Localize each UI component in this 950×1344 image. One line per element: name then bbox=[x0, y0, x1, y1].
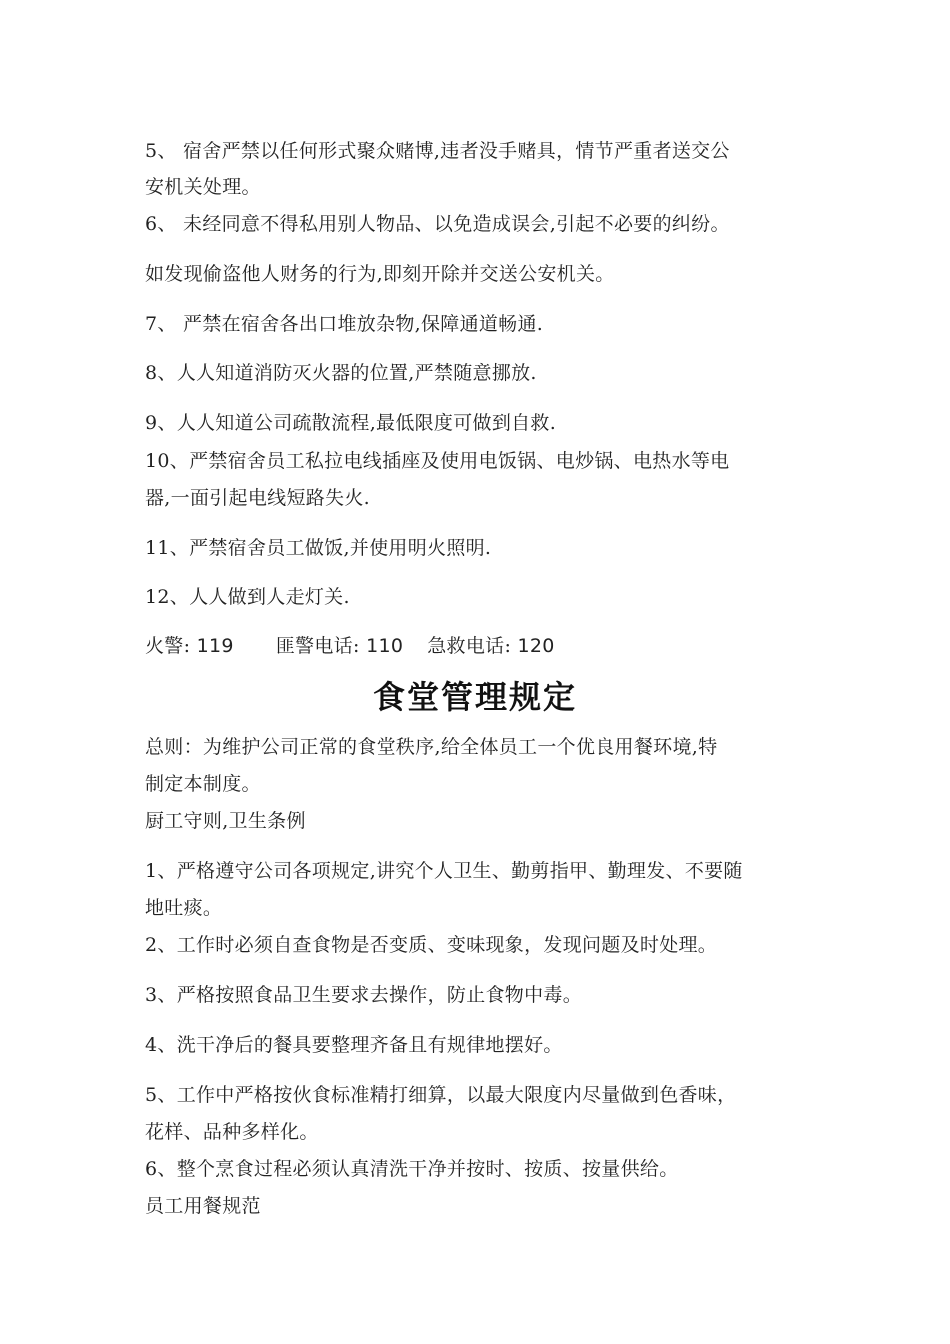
dorm-rule-12: 12、人人做到人走灯关. bbox=[145, 586, 350, 608]
canteen-rule-5-line-1: 5、工作中严格按伙食标准精打细算，以最大限度内尽量做到色香味， bbox=[145, 1084, 737, 1106]
canteen-rule-6: 6、整个烹食过程必须认真清洗干净并按时、按质、按量供给。 bbox=[145, 1158, 679, 1180]
canteen-general-line-1: 总则：为维护公司正常的食堂秩序,给全体员工一个优良用餐环境,特 bbox=[145, 736, 718, 758]
canteen-general-line-2: 制定本制度。 bbox=[145, 773, 261, 795]
ambulance-label: 急救电话: bbox=[427, 635, 512, 657]
dorm-rule-5-line-2: 安机关处理。 bbox=[145, 176, 261, 198]
canteen-rule-4: 4、洗干净后的餐具要整理齐备且有规律地摆好。 bbox=[145, 1034, 563, 1056]
dorm-rule-6-line-1: 6、 未经同意不得私用别人物品、以免造成误会,引起不必要的纠纷。 bbox=[145, 213, 730, 235]
dorm-rule-7: 7、 严禁在宿舍各出口堆放杂物,保障通道畅通. bbox=[145, 313, 544, 335]
ambulance-number: 120 bbox=[517, 635, 555, 657]
section-staff-heading: 员工用餐规范 bbox=[145, 1195, 261, 1217]
canteen-rule-1-line-1: 1、严格遵守公司各项规定,讲究个人卫生、勤剪指甲、勤理发、不要随 bbox=[145, 860, 743, 882]
dorm-rule-10-line-1: 10、严禁宿舍员工私拉电线插座及使用电饭锅、电炒锅、电热水等电 bbox=[145, 450, 730, 472]
section-kitchen-heading: 厨工守则,卫生条例 bbox=[145, 810, 306, 832]
dorm-rule-9: 9、人人知道公司疏散流程,最低限度可做到自救. bbox=[145, 412, 557, 434]
canteen-rule-3: 3、严格按照食品卫生要求去操作，防止食物中毒。 bbox=[145, 984, 582, 1006]
dorm-rule-6-line-2: 如发现偷盗他人财务的行为,即刻开除并交送公安机关。 bbox=[145, 263, 615, 285]
dorm-rule-5-line-1: 5、 宿舍严禁以任何形式聚众赌博,违者没手赌具，情节严重者送交公 bbox=[145, 140, 730, 162]
fire-label: 火警: bbox=[145, 635, 191, 657]
canteen-rule-5-line-2: 花样、品种多样化。 bbox=[145, 1121, 319, 1143]
dorm-rule-8: 8、人人知道消防灭火器的位置,严禁随意挪放. bbox=[145, 362, 537, 384]
emergency-numbers bbox=[145, 634, 815, 658]
fire-number: 119 bbox=[196, 635, 234, 657]
police-number: 110 bbox=[366, 635, 404, 657]
canteen-rule-1-line-2: 地吐痰。 bbox=[145, 897, 223, 919]
canteen-title: 食堂管理规定 bbox=[372, 678, 577, 716]
police-label: 匪警电话: bbox=[275, 635, 360, 657]
dorm-rule-11: 11、严禁宿舍员工做饭,并使用明火照明. bbox=[145, 537, 492, 559]
canteen-rule-2: 2、工作时必须自查食物是否变质、变味现象，发现问题及时处理。 bbox=[145, 934, 718, 956]
dorm-rule-10-line-2: 器,一面引起电线短路失火. bbox=[145, 487, 370, 509]
